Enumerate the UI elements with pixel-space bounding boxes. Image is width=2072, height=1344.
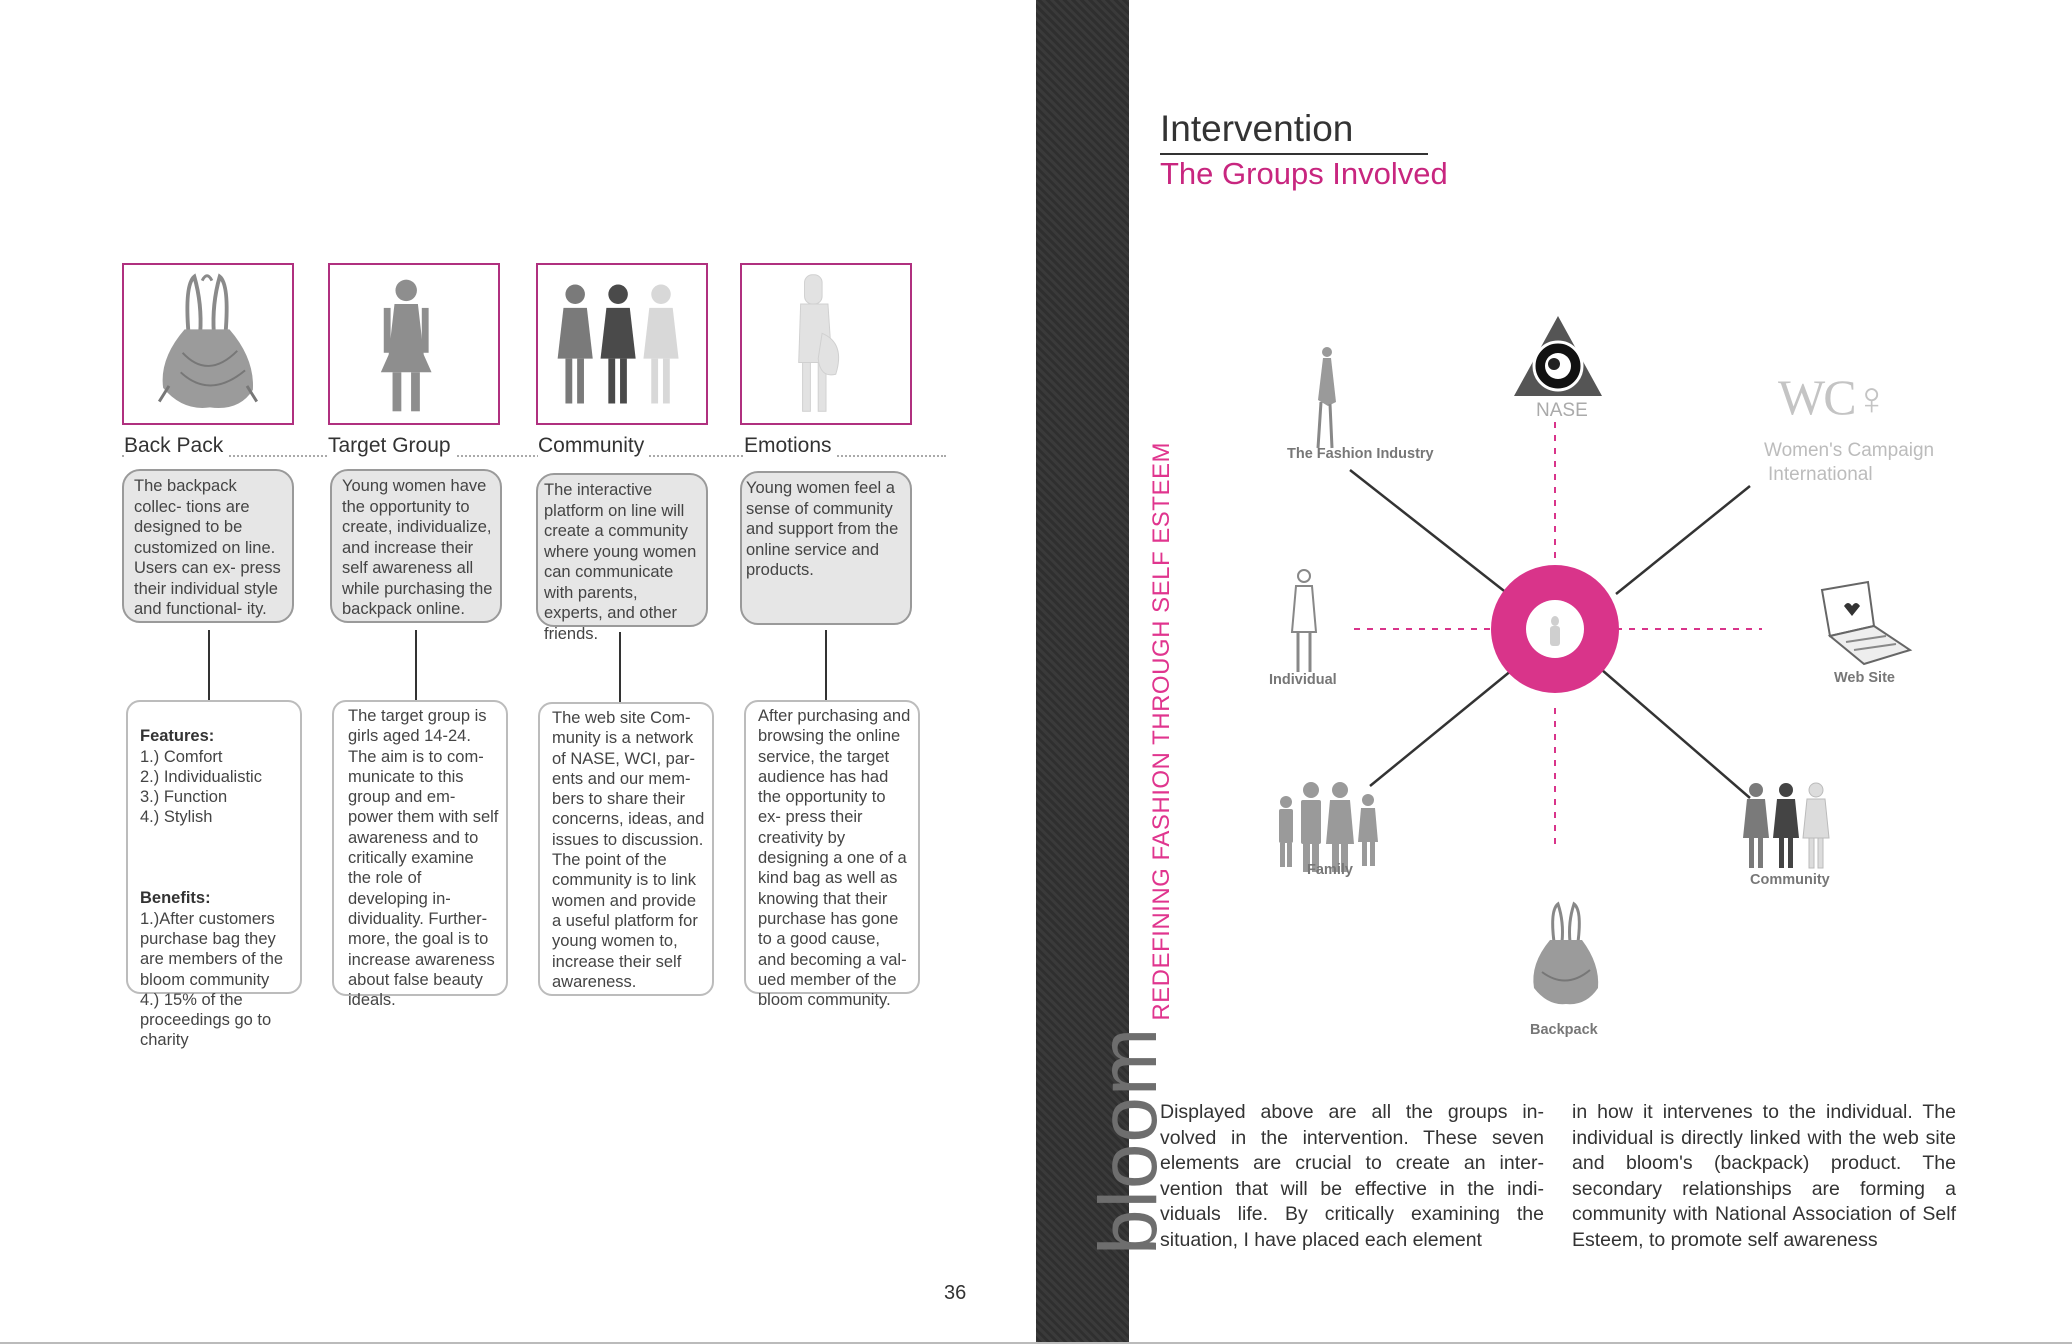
individual-label: Individual bbox=[1269, 672, 1337, 688]
features-list: 1.) Comfort 2.) Individualistic 3.) Function 4.) Stylish bbox=[140, 747, 262, 827]
nase-label: NASE bbox=[1536, 400, 1588, 421]
backpack-image-frame bbox=[122, 263, 294, 425]
community-icon bbox=[1740, 780, 1836, 872]
backpack-label: Backpack bbox=[1530, 1022, 1598, 1038]
individual-figure-icon bbox=[1284, 568, 1324, 676]
woman-figure-icon bbox=[330, 265, 498, 423]
wci-label: Women's Campaign International bbox=[1764, 440, 1935, 485]
backpack-icon bbox=[1528, 902, 1604, 1014]
fashion-industry-label: The Fashion Industry bbox=[1287, 446, 1434, 462]
body-text-right: in how it intervenes to the individual. The individual is directly linked with the web site and bloom's (backpack) product. The secondary relationships are forming a community with National Association of Self Esteem, to promote self awareness bbox=[1572, 1101, 1956, 1251]
features-heading: Features: bbox=[140, 727, 215, 746]
column-title-target-group: Target Group bbox=[328, 434, 455, 458]
family-label: Family bbox=[1307, 862, 1353, 878]
nase-logo-icon bbox=[1512, 314, 1604, 400]
detail-target-group: The target group is girls aged 14-24. The aim is to com- municate to this group and em- power them with self awareness and to critically examine the role of developing in- dividuality. Further- more, the goal is to increase awareness about false beauty ideals. bbox=[332, 700, 508, 996]
family-icon bbox=[1276, 780, 1386, 872]
laptop-icon bbox=[1816, 580, 1916, 670]
detail-backpack bbox=[126, 700, 302, 1050]
connector-line bbox=[619, 632, 621, 702]
connector-line bbox=[415, 630, 417, 700]
community-people-icon bbox=[538, 265, 706, 423]
target-group-image-frame bbox=[328, 263, 500, 425]
community-image-frame bbox=[536, 263, 708, 425]
community-label: Community bbox=[1750, 872, 1830, 888]
spine-brand: bloom bbox=[1083, 1026, 1174, 1255]
connector-line bbox=[208, 630, 210, 700]
individual-hub-icon bbox=[1485, 559, 1625, 699]
page-heading: Intervention bbox=[1160, 108, 1354, 149]
description-target-group: Young women have the opportunity to create, individualize, and increase their self awareness all while purchasing the backpack online. bbox=[330, 469, 502, 623]
description-emotions: Young women feel a sense of community and support from the online service and products. bbox=[740, 471, 912, 625]
body-text-left: Displayed above are all the groups in- volved in the intervention. These seven elements are crucial to create an inter- vention that will be effective in the indi- viduals life. By critically examining the situation, I have placed each element bbox=[1160, 1101, 1544, 1251]
column-title-emotions: Emotions bbox=[744, 434, 836, 458]
emotions-image-frame bbox=[740, 263, 912, 425]
page-number: 36 bbox=[944, 1282, 967, 1304]
spine-tagline: REDEFINING FASHION THROUGH SELF ESTEEM bbox=[1148, 442, 1175, 1021]
connector-line bbox=[825, 630, 827, 700]
description-community: The interactive platform on line will create a community where young women can communicate with parents, experts, and other friends. bbox=[536, 473, 708, 627]
groups-diagram bbox=[1240, 290, 1980, 1080]
wci-logo-icon: WC♀ bbox=[1778, 369, 1888, 425]
heading-underline bbox=[1160, 153, 1428, 155]
column-title-backpack: Back Pack bbox=[124, 434, 227, 458]
page-subheading: The Groups Involved bbox=[1160, 156, 1448, 191]
faded-woman-icon bbox=[742, 265, 910, 423]
column-title-community: Community bbox=[538, 434, 648, 458]
detail-emotions: After purchasing and browsing the online service, the target audience has had the opportunity to ex- press their creativity by designing a one of a kind bag as well as knowing that their purchase has gone to a good cause, and becoming a val- ued member of the bloom community. bbox=[744, 700, 920, 994]
description-backpack: The backpack collec- tions are designed to be customized on line. Users can ex- press their individual style and functional- ity. bbox=[122, 469, 294, 623]
website-label: Web Site bbox=[1834, 670, 1895, 686]
backpack-icon bbox=[124, 265, 292, 423]
benefits-list: 1.)After customers purchase bag they are members of the bloom community 4.) 15% of the proceedings go to charity bbox=[140, 909, 284, 1050]
fashion-model-icon bbox=[1306, 344, 1346, 454]
benefits-heading: Benefits: bbox=[140, 889, 211, 908]
detail-community: The web site Com- munity is a network of NASE, WCI, par- ents and our mem- bers to share their concerns, ideas, and issues to discussion. The point of the community is to link women and provide a useful platform for young women to, increase their self awareness. bbox=[538, 702, 714, 996]
